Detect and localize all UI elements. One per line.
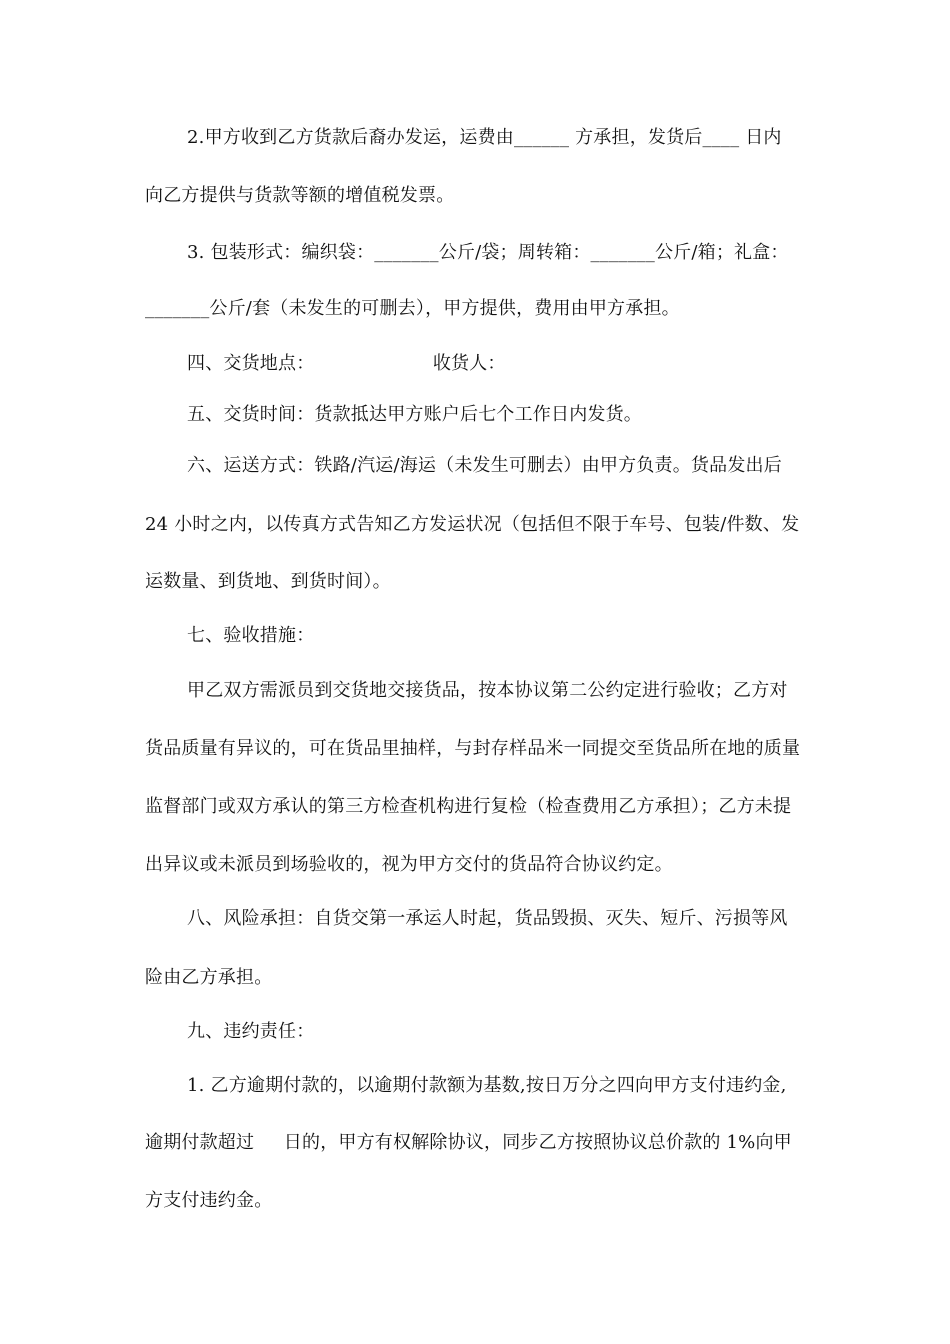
text-line: 九、违约责任： — [187, 1021, 315, 1042]
text-line: 险由乙方承担。 — [145, 967, 273, 988]
text-line: 出异议或未派员到场验收的，视为甲方交付的货品符合协议约定。 — [145, 854, 673, 875]
text-line: 方支付违约金。 — [145, 1190, 273, 1211]
text-line: 逾期付款超过 日的，甲方有权解除协议，同步乙方按照协议总价款的 1%向甲 — [145, 1132, 792, 1153]
text-line: 七、验收措施： — [187, 625, 315, 646]
text-line: 八、风险承担：自货交第一承运人时起，货品毁损、灭失、短斤、污损等风 — [187, 908, 788, 929]
text-line: 货品质量有异议的，可在货品里抽样，与封存样品米一同提交至货品所在地的质量 — [145, 738, 801, 759]
text-line: 向乙方提供与货款等额的增值税发票。 — [145, 185, 455, 206]
text-line: 24 小时之内，以传真方式告知乙方发运状况（包括但不限于车号、包装/件数、发 — [145, 514, 800, 535]
text-line: 四、交货地点： 收货人： — [187, 353, 506, 374]
text-line: 五、交货时间：货款抵达甲方账户后七个工作日内发货。 — [187, 404, 642, 425]
text-line: 2.甲方收到乙方货款后裔办发运，运费由______ 方承担，发货后____ 日内 — [187, 127, 782, 148]
text-line: 运数量、到货地、到货时间）。 — [145, 571, 391, 592]
text-line: 甲乙双方需派员到交货地交接货品，按本协议第二公约定进行验收；乙方对 — [187, 680, 788, 701]
text-line: 六、运送方式：铁路/汽运/海运（未发生可删去）由甲方负责。货品发出后 — [187, 455, 782, 476]
text-line: _______公斤/套（未发生的可删去），甲方提供，费用由甲方承担。 — [145, 298, 680, 319]
text-line: 监督部门或双方承认的第三方检查机构进行复检（检查费用乙方承担）；乙方未提 — [145, 796, 792, 817]
text-line: 3. 包装形式：编织袋：_______公斤/袋；周转箱：_______公斤/箱；礼盒： — [187, 242, 789, 263]
text-line: 1. 乙方逾期付款的，以逾期付款额为基数,按日万分之四向甲方支付违约金, — [187, 1075, 787, 1096]
